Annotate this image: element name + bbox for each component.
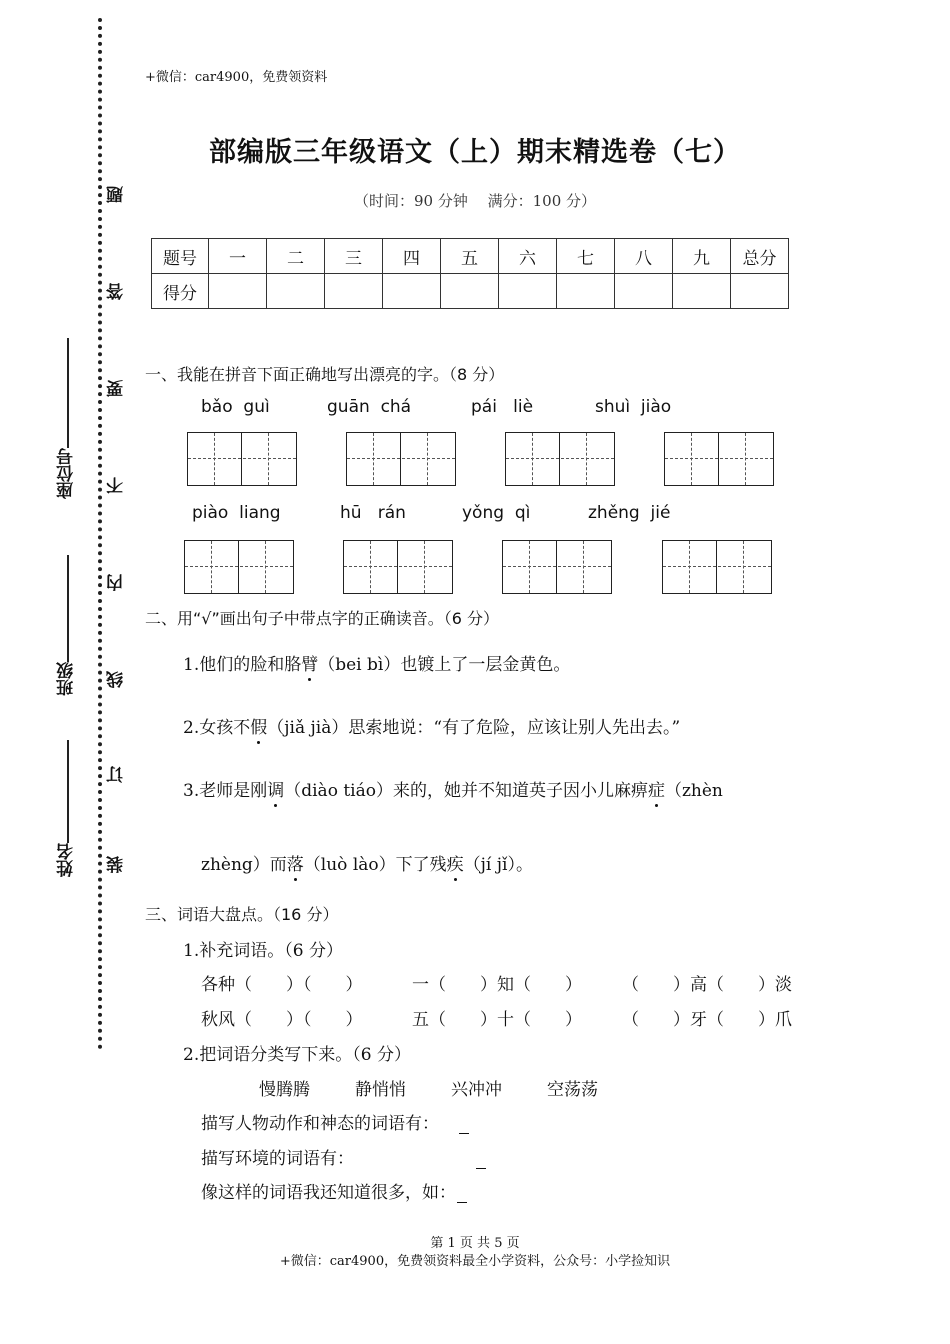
score-cell[interactable] [383, 274, 441, 309]
score-table [151, 238, 789, 309]
dotted-character: 臂 [301, 650, 318, 675]
name-underline [67, 740, 69, 843]
score-header-cell: 四 [383, 239, 441, 274]
score-header-cell: 五 [441, 239, 499, 274]
question-text: zhèng）而 [201, 855, 287, 875]
pinyin-label: yǒng qì [462, 503, 531, 523]
question-text: （jí jǐ）。 [463, 855, 533, 875]
binding-char: 要 [107, 380, 127, 397]
seat-label: 座位号 [57, 448, 77, 499]
section1-heading: 一、我能在拼音下面正确地写出漂亮的字。（8 分） [145, 365, 505, 384]
score-cell[interactable] [267, 274, 325, 309]
pinyin-label: bǎo guì [201, 397, 270, 417]
writing-grid[interactable] [343, 540, 453, 594]
wechat-header-note: +微信：car4900，免费领资料 [145, 70, 328, 85]
score-header-cell: 三 [325, 239, 383, 274]
word-item: 空荡荡 [547, 1080, 598, 1100]
question-text: （diào tiáo）来的，她并不知道英子因小儿麻痹 [284, 781, 648, 801]
score-cell[interactable] [209, 274, 267, 309]
score-cell[interactable] [615, 274, 673, 309]
dotted-character: 调 [267, 776, 284, 801]
writing-grid[interactable] [664, 432, 774, 486]
score-header-cell: 七 [557, 239, 615, 274]
question-2-3-line2 [201, 850, 533, 875]
score-cell[interactable] [325, 274, 383, 309]
seat-underline [67, 338, 69, 448]
binding-char: 内 [107, 574, 127, 591]
subquestion-3-1: 1.补充词语。（6 分） [183, 941, 343, 961]
page-number: 第 1 页 共 5 页 [430, 1236, 520, 1251]
fill-blank-item[interactable]: 五（ ）十（ ） [412, 1010, 582, 1030]
binding-char: 答 [107, 283, 127, 300]
writing-grid[interactable] [187, 432, 297, 486]
question-text: （luò lào）下了残 [303, 855, 447, 875]
score-cell[interactable] [731, 274, 789, 309]
binding-char: 订 [107, 766, 127, 783]
fill-blank-item[interactable]: 一（ ）知（ ） [412, 975, 582, 995]
dotted-character: 症 [648, 776, 665, 801]
score-header-cell: 六 [499, 239, 557, 274]
pinyin-label: pái liè [471, 397, 534, 417]
writing-grid[interactable] [184, 540, 294, 594]
question-2-3-line1 [183, 776, 723, 801]
section2-heading: 二、用“√”画出句子中带点字的正确读音。（6 分） [145, 609, 500, 628]
fill-blank-item[interactable]: （ ）高（ ）淡 [622, 975, 792, 995]
score-table-score-row [152, 274, 789, 309]
answer-prompt: 描写环境的词语有： [201, 1149, 354, 1169]
answer-blank[interactable] [459, 1117, 469, 1134]
writing-grid[interactable] [346, 432, 456, 486]
score-cell[interactable] [499, 274, 557, 309]
question-text: （zhèn [664, 781, 723, 801]
binding-char: 不 [107, 477, 127, 494]
score-header-cell: 八 [615, 239, 673, 274]
score-header-cell: 二 [267, 239, 325, 274]
score-cell[interactable] [673, 274, 731, 309]
wechat-footer-note: +微信：car4900，免费领资料最全小学资料，公众号：小学捡知识 [279, 1254, 671, 1269]
page-title: 部编版三年级语文（上）期末精选卷（七） [209, 137, 741, 168]
writing-grid[interactable] [505, 432, 615, 486]
answer-prompt: 描写人物动作和神态的词语有： [201, 1114, 439, 1134]
section3-heading: 三、词语大盘点。（16 分） [145, 905, 339, 924]
question-text: （bei bì）也镀上了一层金黄色。 [318, 655, 571, 675]
pinyin-label: piào liang [192, 503, 281, 523]
score-header-cell: 九 [673, 239, 731, 274]
answer-line [201, 1178, 467, 1203]
binding-char: 题 [107, 186, 127, 203]
answer-line [201, 1144, 486, 1169]
answer-blank[interactable] [457, 1186, 467, 1203]
word-item: 慢腾腾 [259, 1080, 310, 1100]
fill-blank-item[interactable]: （ ）牙（ ）爪 [622, 1010, 792, 1030]
question-text: 3.老师是刚 [183, 781, 268, 801]
score-header-cell: 一 [209, 239, 267, 274]
question-text: （jiǎ jià）思索地说：“有了危险，应该让别人先出去。” [267, 718, 681, 738]
binding-char: 线 [107, 671, 127, 688]
class-label: 班级 [57, 662, 77, 696]
binding-dotted-line [98, 18, 102, 1050]
fill-blank-item[interactable]: 秋风（ ）（ ） [201, 1010, 363, 1030]
score-cell[interactable] [557, 274, 615, 309]
pinyin-label: shuì jiào [595, 397, 672, 417]
question-2-1 [183, 650, 570, 675]
score-cell[interactable] [441, 274, 499, 309]
class-underline [67, 555, 69, 662]
writing-grid[interactable] [662, 540, 772, 594]
pinyin-label: guān chá [327, 397, 412, 417]
question-text: 1.他们的脸和胳 [183, 655, 302, 675]
word-item: 静悄悄 [355, 1080, 406, 1100]
word-item: 兴冲冲 [451, 1080, 502, 1100]
fill-blank-item[interactable]: 各种（ ）（ ） [201, 975, 363, 995]
binding-char: 装 [107, 856, 127, 873]
question-2-2 [183, 713, 680, 738]
score-row-label: 得分 [152, 274, 209, 309]
answer-line [201, 1109, 469, 1134]
exam-info: （时间：90 分钟 满分：100 分） [353, 192, 597, 210]
dotted-character: 假 [250, 713, 267, 738]
pinyin-label: zhěng jié [588, 503, 671, 523]
writing-grid[interactable] [502, 540, 612, 594]
score-header-cell: 题号 [152, 239, 209, 274]
dotted-character: 落 [287, 850, 304, 875]
score-table-header-row [152, 239, 789, 274]
answer-prompt: 像这样的词语我还知道很多，如： [201, 1183, 456, 1203]
name-label: 姓名 [57, 843, 77, 877]
pinyin-label: hū rán [340, 503, 406, 523]
question-text: 2.女孩不 [183, 718, 251, 738]
score-header-cell: 总分 [731, 239, 789, 274]
subquestion-3-2: 2.把词语分类写下来。（6 分） [183, 1045, 411, 1065]
dotted-character: 疾 [447, 850, 464, 875]
answer-blank[interactable] [476, 1152, 486, 1169]
